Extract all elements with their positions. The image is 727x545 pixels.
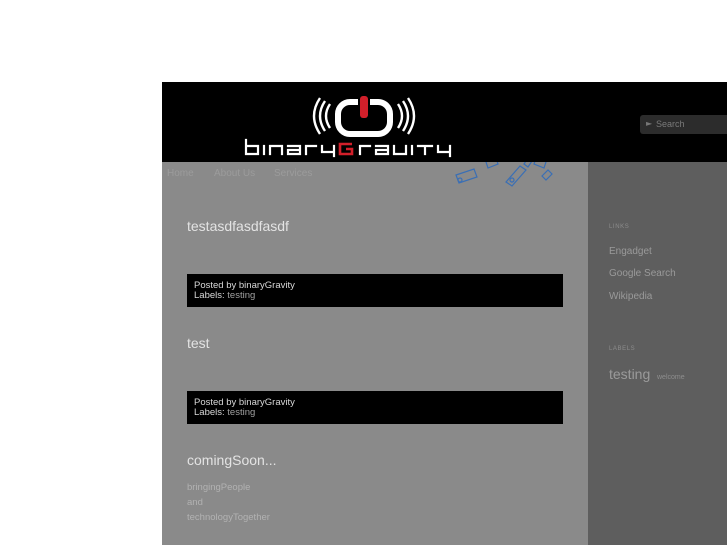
label-cloud-welcome[interactable]: welcome (657, 374, 685, 381)
post-label-link[interactable]: testing (227, 290, 256, 301)
search-arrow-icon: ► (646, 119, 653, 128)
post-footer (187, 391, 563, 424)
post-body-line: technologyTogether (187, 512, 270, 523)
search-placeholder: Search (656, 119, 685, 129)
post-label-link[interactable]: testing (227, 407, 256, 418)
binarygravity-logo[interactable] (242, 92, 492, 158)
post-title[interactable]: test (187, 335, 210, 351)
post-body-line: and (187, 497, 203, 508)
sidebar (588, 162, 727, 545)
post-footer (187, 274, 563, 307)
labels-heading: LABELS (609, 346, 636, 352)
label-cloud-testing[interactable]: testing (609, 366, 651, 382)
blog-page (162, 82, 727, 545)
post-title[interactable]: comingSoon... (187, 452, 277, 468)
sidebar-link-google-search[interactable]: Google Search (609, 268, 676, 279)
post-body-line: bringingPeople (187, 482, 251, 493)
sidebar-link-wikipedia[interactable]: Wikipedia (609, 291, 653, 302)
nav-home[interactable]: Home (167, 168, 194, 179)
post-title[interactable]: testasdfasdfasdf (187, 218, 289, 234)
post-author: Posted by binaryGravity (194, 397, 295, 408)
search-input[interactable] (640, 115, 727, 134)
site-header (162, 82, 727, 162)
nav-services[interactable]: Services (274, 168, 313, 179)
post-labels (194, 290, 255, 301)
links-heading: LINKS (609, 224, 630, 230)
post-author: Posted by binaryGravity (194, 280, 295, 291)
post-labels-prefix: Labels: (194, 407, 228, 418)
post-labels-prefix: Labels: (194, 290, 228, 301)
sidebar-link-engadget[interactable]: Engadget (609, 246, 652, 257)
post-labels (194, 407, 255, 418)
nav-about-us[interactable]: About Us (214, 168, 256, 179)
